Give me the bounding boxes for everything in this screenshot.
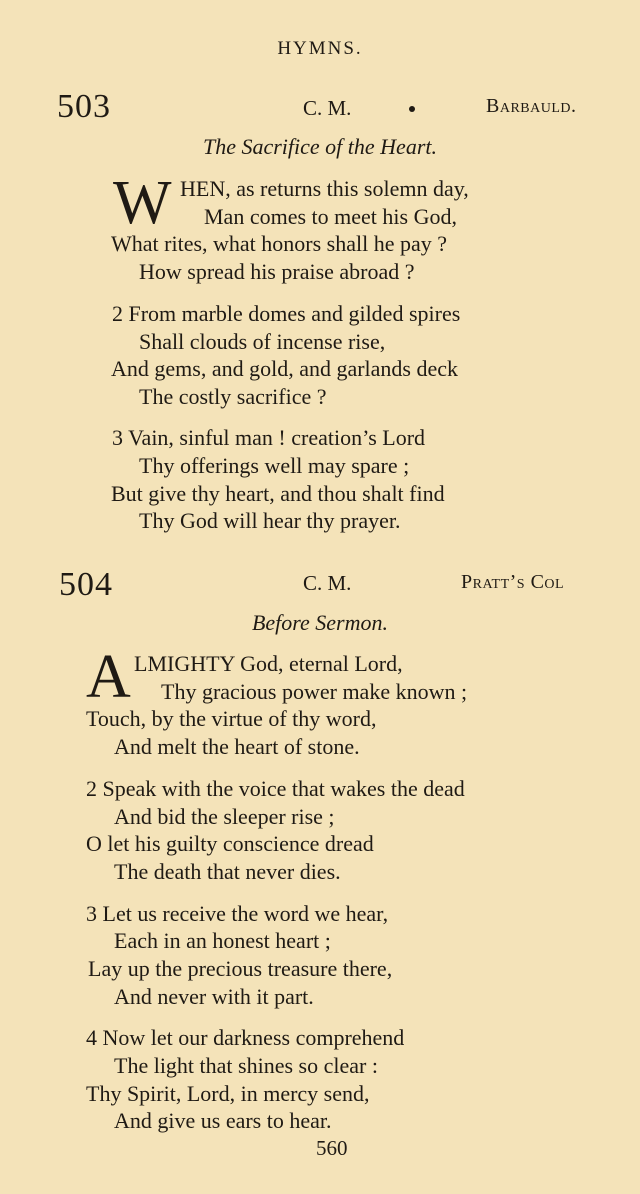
- hymn-504-meter: C. M.: [303, 571, 352, 595]
- hymn-504-line: Lay up the precious treasure there,: [88, 956, 393, 981]
- hymn-504-title: Before Sermon.: [251, 610, 389, 635]
- hymn-504-line: Touch, by the virtue of thy word,: [86, 706, 377, 731]
- hymn-503-line: 3 Vain, sinful man ! creation’s Lord: [112, 425, 426, 450]
- running-head: HYMNS.: [277, 38, 363, 59]
- hymn-504-line: Each in an honest heart ;: [114, 928, 331, 953]
- hymn-503-line: HEN, as returns this solemn day,: [180, 176, 469, 201]
- hymn-504-line: Thy gracious power make known ;: [161, 679, 468, 704]
- hymn-503-line: But give thy heart, and thou shalt find: [111, 481, 445, 506]
- bullet-ornament: [409, 106, 415, 112]
- hymn-503-line: 2 From marble domes and gilded spires: [112, 301, 461, 326]
- hymn-504-number: 504: [59, 566, 113, 603]
- hymn-503-author: Barbauld.: [486, 95, 577, 117]
- hymn-504-line: And bid the sleeper rise ;: [114, 804, 335, 829]
- hymn-504-line: O let his guilty conscience dread: [86, 831, 374, 856]
- hymn-503-line: Man comes to meet his God,: [204, 204, 457, 229]
- hymn-503-meter: C. M.: [303, 96, 352, 120]
- hymn-504-line: And give us ears to hear.: [114, 1108, 332, 1133]
- hymn-504-line: Thy Spirit, Lord, in mercy send,: [86, 1081, 370, 1106]
- hymn-503-dropcap: W: [113, 169, 172, 237]
- hymn-503-line: How spread his praise abroad ?: [139, 259, 415, 284]
- hymn-503-number: 503: [57, 88, 111, 125]
- hymn-503-line: And gems, and gold, and garlands deck: [111, 356, 459, 381]
- hymn-504-line: And never with it part.: [114, 984, 314, 1009]
- hymn-504-line: The death that never dies.: [114, 859, 341, 884]
- hymn-504-line: And melt the heart of stone.: [114, 734, 360, 759]
- hymn-503-line: The costly sacrifice ?: [139, 384, 327, 409]
- hymn-504-line: 2 Speak with the voice that wakes the dead: [86, 776, 465, 801]
- hymn-503-title: The Sacrifice of the Heart.: [202, 134, 437, 159]
- hymn-503-line: Thy offerings well may spare ;: [139, 453, 410, 478]
- hymn-504-line: The light that shines so clear :: [114, 1053, 378, 1078]
- hymn-503-line: Thy God will hear thy prayer.: [139, 508, 401, 533]
- hymn-504-line: 4 Now let our darkness comprehend: [86, 1025, 405, 1050]
- hymn-504-line: 3 Let us receive the word we hear,: [86, 901, 389, 926]
- hymn-503-line: What rites, what honors shall he pay ?: [111, 231, 448, 256]
- page-number: 560: [316, 1136, 348, 1160]
- hymn-504-author: Pratt’s Col: [461, 571, 565, 593]
- hymn-503-line: Shall clouds of incense rise,: [139, 329, 386, 354]
- hymn-504-dropcap: A: [86, 643, 131, 711]
- hymn-504-line: LMIGHTY God, eternal Lord,: [134, 651, 403, 676]
